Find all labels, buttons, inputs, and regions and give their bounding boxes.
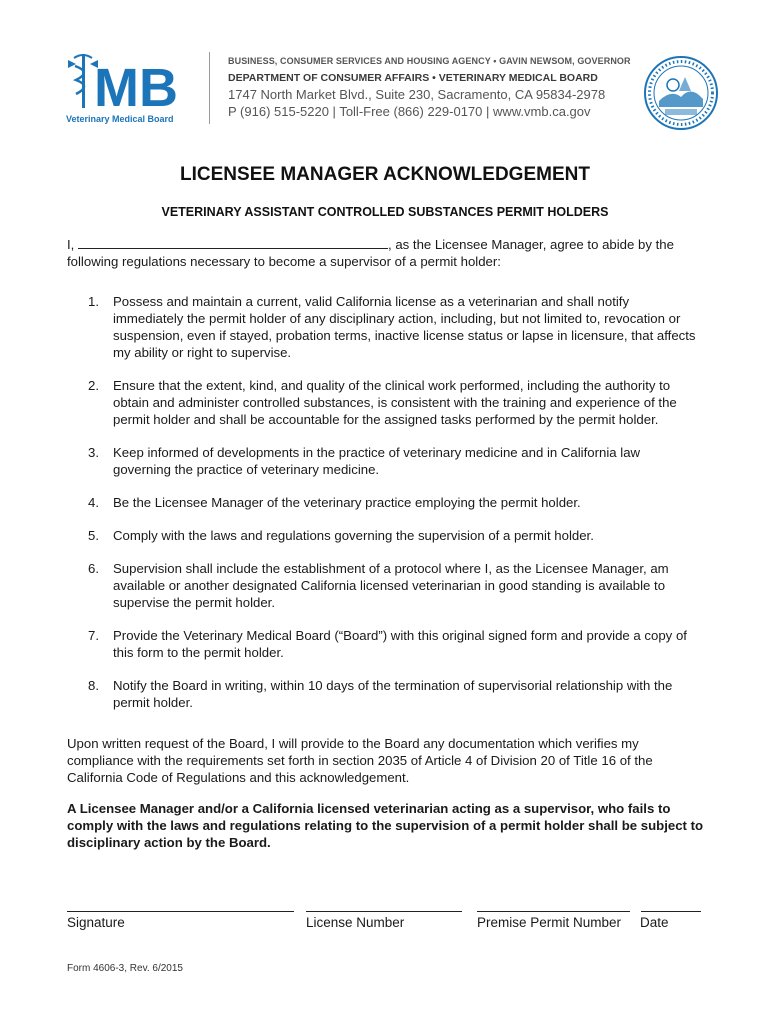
list-item — [88, 560, 700, 611]
premise-permit-number-label: Premise Permit Number — [477, 915, 622, 930]
license-number-line[interactable] — [306, 911, 462, 912]
signature-label: Signature — [67, 915, 125, 930]
logo-caption: Veterinary Medical Board — [66, 114, 174, 124]
list-item — [88, 627, 700, 661]
address-line: 1747 North Market Blvd., Suite 230, Sacramento, CA 95834-2978 — [228, 87, 606, 102]
item-number: 5. — [88, 528, 99, 543]
list-item — [88, 444, 700, 478]
item-text: Notify the Board in writing, within 10 days of the termination of supervisorial relationship with the permit holder. — [113, 678, 673, 710]
date-line[interactable] — [641, 911, 701, 912]
item-text: Supervision shall include the establishment of a protocol where I, as the Licensee Manager, am available or another designated California licensed veterinarian in good standing is available to supervise the permit holder. — [113, 561, 669, 610]
item-text: Provide the Veterinary Medical Board (“Board”) with this original signed form and provide a copy of this form to the permit holder. — [113, 628, 687, 660]
item-number: 1. — [88, 294, 99, 309]
item-text: Ensure that the extent, kind, and quality of the clinical work performed, including the authority to obtain and administer controlled substances, is consistent with the training and experience of the permit holder and shall be accountable for the assigned tasks performed by the permit holder. — [113, 378, 677, 427]
item-text: Keep informed of developments in the practice of veterinary medicine and in California law governing the practice of veterinary medicine. — [113, 445, 641, 477]
premise-permit-number-line[interactable] — [477, 911, 630, 912]
intro-prefix: I, — [67, 237, 75, 252]
license-number-label: License Number — [306, 915, 405, 930]
list-item — [88, 527, 700, 544]
item-number: 2. — [88, 378, 99, 393]
licensee-name-field[interactable] — [78, 236, 388, 249]
agency-line: BUSINESS, CONSUMER SERVICES AND HOUSING AGENCY • GAVIN NEWSOM, GOVERNOR — [228, 56, 631, 66]
item-text: Possess and maintain a current, valid California license as a veterinarian and shall notify immediately the permit holder of any disciplinary action, including, but not limited to, revocation or suspension, even if stayed, probation terms, inactive license status or lapse in licensure, that affects my ability or right to supervise. — [113, 294, 696, 360]
list-item — [88, 677, 700, 711]
form-number: Form 4606-3, Rev. 6/2015 — [67, 963, 183, 974]
warning-paragraph: A Licensee Manager and/or a California licensed veterinarian acting as a supervisor, who fails to comply with the laws and regulations relating to the supervision of a permit holder shall be subject to disciplinary action by the Board. — [67, 801, 704, 850]
letterhead — [0, 0, 770, 135]
item-number: 4. — [88, 495, 99, 510]
intro-paragraph — [67, 236, 707, 270]
document-title: LICENSEE MANAGER ACKNOWLEDGEMENT — [180, 164, 590, 185]
logo-text: MB — [94, 58, 178, 118]
item-number: 7. — [88, 628, 99, 643]
closing-paragraph: Upon written request of the Board, I will provide to the Board any documentation which verifies my compliance with the requirements set forth in section 2035 of Article 4 of Division 20 of Title 16 of the California Code of Regulations and this acknowledgement. — [67, 736, 653, 785]
date-label: Date — [640, 915, 669, 930]
item-number: 3. — [88, 445, 99, 460]
document-subtitle: VETERINARY ASSISTANT CONTROLLED SUBSTANCES PERMIT HOLDERS — [161, 205, 609, 219]
item-text: Be the Licensee Manager of the veterinary practice employing the permit holder. — [113, 495, 581, 510]
item-number: 8. — [88, 678, 99, 693]
header-divider — [209, 52, 210, 124]
list-item — [88, 293, 700, 361]
contact-line: P (916) 515-5220 | Toll-Free (866) 229-0170 | www.vmb.ca.gov — [228, 104, 591, 119]
list-item — [88, 377, 700, 428]
signature-line[interactable] — [67, 911, 294, 912]
item-number: 6. — [88, 561, 99, 576]
intro-after-blank: , as the Licensee Manager, agree to abide by the — [388, 237, 674, 252]
item-text: Comply with the laws and regulations governing the supervision of a permit holder. — [113, 528, 594, 543]
intro-line2: following regulations necessary to become a supervisor of a permit holder: — [67, 254, 501, 269]
list-item — [88, 494, 700, 511]
department-line: DEPARTMENT OF CONSUMER AFFAIRS • VETERINARY MEDICAL BOARD — [228, 72, 598, 84]
regulations-list — [88, 293, 700, 727]
california-state-seal-icon — [643, 55, 719, 131]
